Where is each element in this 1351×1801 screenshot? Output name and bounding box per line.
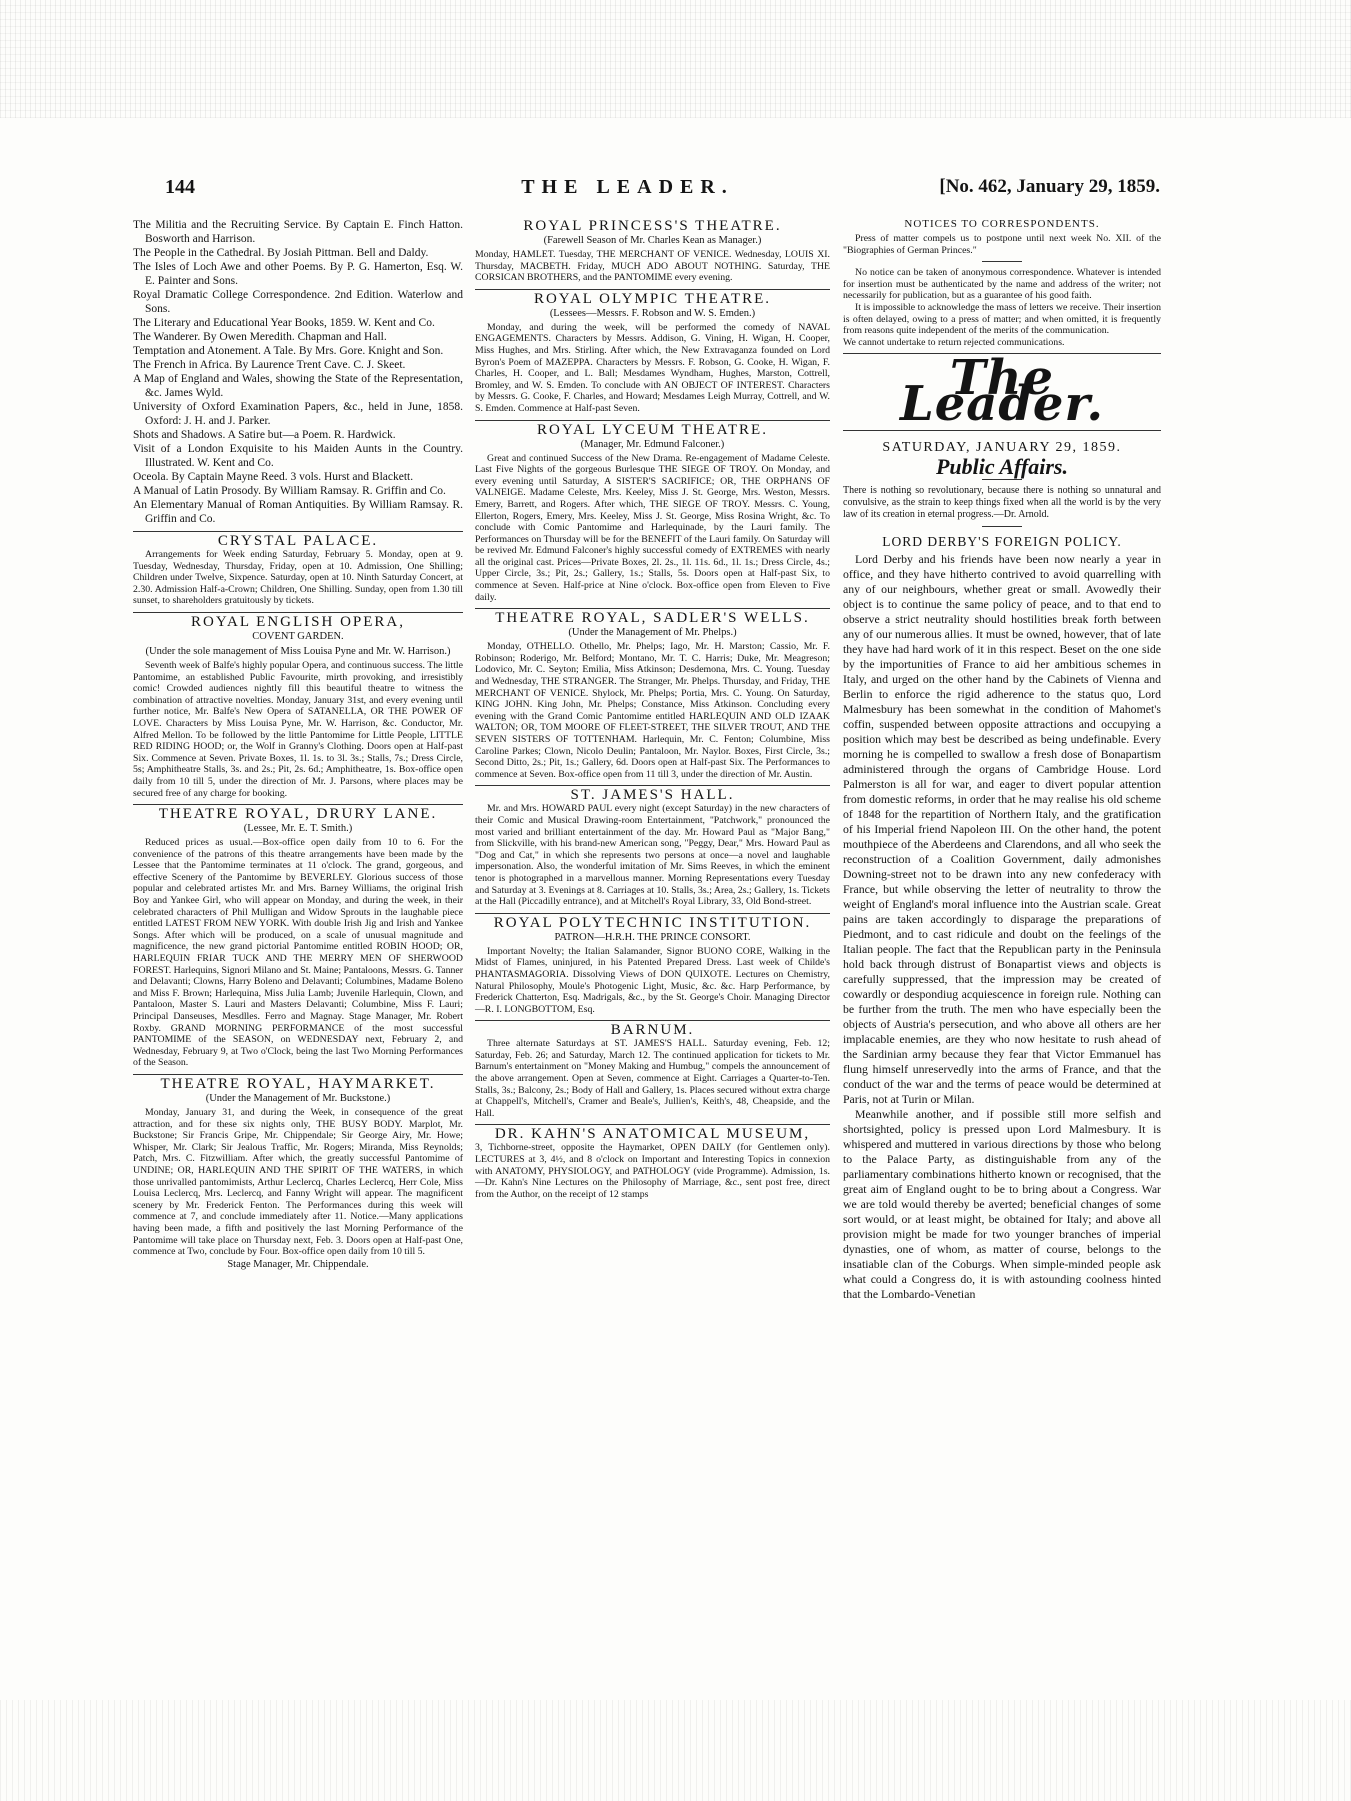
book-entry: An Elementary Manual of Roman Antiquities. By William Ramsay. R. Griffin and Co. [133, 499, 463, 525]
book-entry: Shots and Shadows. A Satire but—a Poem. R. Hardwick. [133, 429, 396, 441]
divider [982, 526, 1022, 527]
book-entry: Visit of a London Exquisite to his Maiden Aunts in the Country. Illustrated. W. Kent and Co. [133, 443, 463, 469]
books-received-list [133, 218, 463, 526]
ad-kahn-museum [475, 1128, 830, 1200]
ad-text: Monday, OTHELLO. Othello, Mr. Phelps; Iago, Mr. H. Marston; Cassio, Mr. F. Robinson; Roderigo, Mr. Belford; Montano, Mr. T. C. Harris; Duke, Mr. Meagreson; Lodovico, Mr. C. Seyton; Emilia, Miss Atkinson; Desdemona, Mrs. C. Young. Tuesday and Wednesday, THE STRANGER. The Stranger, Mr. Phelps. Thursday, and Friday, THE MERCHANT OF VENICE. Shylock, Mr. Phelps; Portia, Mrs. C. Young. On Saturday, KING JOHN. King John, Mr. Phelps; Constance, Miss Atkinson. Concluding every evening with the Grand Comic Pantomime entitled HARLEQUIN AND OLD IZAAK WALTON; OR, TOM MOORE OF FLEET-STREET, THE SILVER TROUT, AND THE SEVEN SISTERS OF TOTTENHAM. Harlequin, Mr. C. Fenton; Columbine, Miss Caroline Parkes; Clown, Nicolo Deulin; Pantaloon, Mr. Naylor. Boxes, First Circle, 3s.; Second Ditto, 2s.; Pit, 1s.; Gallery, 6d. Doors open at Half-past Six. The Performances to commence at Seven. Box-office open from 11 till 3, under the direction of Mr. Austin. [475, 641, 830, 780]
divider [475, 289, 830, 290]
divider [475, 1020, 830, 1021]
ad-text: Monday, and during the week, will be performed the comedy of NAVAL ENGAGEMENTS. Characters by Messrs. Addison, G. Vining, H. Wigan, H. Cooper, Miss Hughes, and Mrs. Stirling. After which, the New Extravaganza founded on Lord Byron's Poem of MAZEPPA. Characters by Messrs. F. Robson, G. Cooke, H. Wigan, F. Charles, H. Cooper, and L. Ball; Mesdames Wyndham, Hughes, Marston, Cottrell, Bromley, and W. S. Emden. To conclude with AN OBJECT OF INTEREST. Characters by Messrs. G. Cooke, F. Charles, and Howard; Mesdames Leigh Murray, Cottrell, and W. S. Emden. Commence at Half-past Seven. [475, 321, 830, 414]
ad-text: Mr. and Mrs. HOWARD PAUL every night (except Saturday) in the new characters of their Comic and Musical Drawing-room Entertainment, "Patchwork," pronounced the most varied and brilliant entertainment of the day. Mr. Howard Paul as "Major Bang," from Slickville, with his brand-new American song, "Peggy, Dear," Mrs. Howard Paul as "Dog and Cat," in which she represents two persons at once—a novel and laughable impersonation. Also, the wonderful imitation of Mr. Sims Reeves, in which the eminent tenor is photographed in a marvellous manner. Morning Representations every Tuesday and Saturday at 3. Evenings at 8. Carriages at 10. Stalls, 3s.; Area, 2s.; Gallery, 1s. Tickets at the Hall (Piccadilly entrance), and at Mitchell's Royal Library, 33, Old Bond-street. [475, 803, 830, 908]
ad-text: Important Novelty; the Italian Salamander, Signor BUONO CORE, Walking in the Midst of Flames, uninjured, in his Patented Prepared Dress. Last week of Childe's PHANTASMAGORIA. Dissolving Views of DON QUIXOTE. Lectures on Chemistry, Natural Philosophy, Moule's Photogenic Light, Music, &c. &c. Harp Performance, by Frederick Chatterton, Esq. Madrigals, &c., by the St. George's Choir. Managing Director—R. I. LONGBOTTOM, Esq. [475, 945, 830, 1015]
notices-heading: NOTICES TO CORRESPONDENTS. [904, 218, 1100, 230]
notice-text: No notice can be taken of anonymous correspondence. Whatever is intended for insertion must be authenticated by the name and address of the writer; not necessarily for publication, but as a guarantee of his good faith. [843, 267, 1161, 302]
divider [982, 261, 1022, 262]
section-title: Public Affairs. [935, 454, 1068, 480]
ad-subheading: (Lessee, Mr. E. T. Smith.) [243, 823, 353, 835]
notice-text: We cannot undertake to return rejected communications. [843, 336, 1065, 348]
ad-polytechnic [475, 914, 830, 1016]
ad-heading: DR. KAHN'S ANATOMICAL MUSEUM, [494, 1126, 811, 1143]
ad-subheading: (Under the sole management of Miss Louisa Pyne and Mr. W. Harrison.) [145, 645, 451, 657]
ad-royal-english-opera [133, 613, 463, 799]
divider [475, 608, 830, 609]
ad-subheading: COVENT GARDEN. [252, 630, 344, 642]
ad-text: Three alternate Saturdays at ST. JAMES'S HALL. Saturday evening, Feb. 12; Saturday, Feb. 26; and Saturday, March 12. The continued application for tickets to Mr. Barnum's entertainment on "Money Making and Humbug," compels the announcement of the above arrangement. Open at Seven, commence at Eight. Carriages a Quarter-to-Ten. Stalls, 3s.; Balcony, 2s.; Body of Hall and Gallery, 1s. Places secured without extra charge at Chappell's, Mitchell's, Cramer and Beale's, Jullien's, Keith's, 48, Cheapside, and the Hall. [475, 1038, 830, 1119]
ad-heading: THEATRE ROYAL, SADLER'S WELLS. [495, 610, 810, 627]
ad-haymarket [133, 1075, 463, 1271]
divider [133, 531, 463, 532]
ad-heading: BARNUM. [610, 1022, 695, 1039]
ad-lyceum-theatre [475, 421, 830, 604]
epigraph: There is nothing so revolutionary, because there is nothing so unnatural and convulsive, as the strain to keep things fixed when all the world is by the very law of its creation in eternal progress.—Dr. Arnold. [843, 485, 1161, 521]
book-entry: The French in Africa. By Laurence Trent Cave. C. J. Skeet. [133, 359, 406, 371]
page-number: 144 [165, 176, 195, 198]
ad-subheading: (Under the Management of Mr. Phelps.) [568, 627, 737, 639]
book-entry: The Literary and Educational Year Books, 1859. W. Kent and Co. [133, 317, 435, 329]
leader-logo [843, 350, 1161, 433]
dateline: SATURDAY, JANUARY 29, 1859. [882, 440, 1122, 456]
article-paragraph: Meanwhile another, and if possible still more selfish and shortsighted, policy is pressed upon Lord Malmesbury. It is whispered and muttered in various directions by those who belong to the Palace Party, as distinguishable from any of the parliamentary combinations hitherto known or recognised, that the great aim of England ought to be to bring about a Congress. War we are told would thereby be averted; beneficial changes of some sort would, or at least might, be obtained for Italy; and above all provision might be made for two younger branches of imperial dynasties, one of whom, as matter of course, belongs to the insatiable clan of the Coburgs. When simple-minded people ask what could a Congress do, it is with astounding coolness hinted that the Lombardo-Venetian [843, 1107, 1161, 1302]
scan-noise-bottom [0, 1700, 1351, 1801]
ad-heading: THEATRE ROYAL, DRURY LANE. [158, 806, 438, 823]
book-entry: Temptation and Atonement. A Tale. By Mrs. Gore. Knight and Son. [133, 345, 444, 357]
book-entry: Oceola. By Captain Mayne Reed. 3 vols. Hurst and Blackett. [133, 471, 414, 483]
newspaper-title: THE LEADER. [521, 176, 734, 198]
ad-heading: ROYAL ENGLISH OPERA, [190, 613, 406, 630]
scan-noise-top [0, 0, 1351, 118]
column-1 [133, 218, 463, 1273]
notice-text: It is impossible to acknowledge the mass of letters we receive. Their insertion is often delayed, owing to a press of matter; and when omitted, it is frequently from reasons quite independent of the merits of the communication. [843, 301, 1161, 337]
ad-heading: THEATRE ROYAL, HAYMARKET. [160, 1075, 436, 1092]
ad-heading: ROYAL LYCEUM THEATRE. [537, 421, 768, 438]
ad-text: Reduced prices as usual.—Box-office open daily from 10 to 6. For the convenience of the patrons of this theatre arrangements have been made by the Lessee that the Pantomime terminates at 11 o'clock. The grand, gorgeous, and effective Scenery of the Pantomime by BEVERLEY. Glorious success of those popular and celebrated artistes Mr. and Mrs. Barney Williams, the original Irish Boy and Yankee Girl, who will appear on Monday, and during the week, in their celebrated characters of Phil Mulligan and Widow Sprouts in the laughable piece entitled LATEST FROM NEW YORK. With double Irish Jig and Irish and Yankee Songs. After which will be produced, on a scale of unusual magnitude and magnificence, the new grand pictorial Pantomime entitled ROBIN HOOD; OR, HARLEQUIN FRIAR TUCK AND THE MERRY MEN OF SHERWOOD FOREST. Harlequins, Signori Milano and St. Maine; Pantaloons, Messrs. G. Tanner and Delavanti; Clowns, Harry Boleno and Delavanti; Columbines, Madame Boleno and Miss F. Brown; Harlequina, Miss Julia Lamb; Juvenile Harlequin, Clown, and Pantaloon, Master S. Lauri and Masters Delavanti; Columbine, Miss F. Lauri; Principal Danseuses, Mesdlles. Ferro and Magnay. Stage Manager, Mr. Robert Roxby. GRAND MORNING PERFORMANCE of the most successful PANTOMIME of the SEASON, on WEDNESDAY next, February 2, and Wednesday, February 9, at Two o'Clock, being the last Two Morning Performances of the Season. [133, 837, 463, 1069]
ad-text: Monday, January 31, and during the Week, in consequence of the great attraction, and for these six nights only, THE BUSY BODY. Marplot, Mr. Buckstone; Sir Francis Gripe, Mr. Chippendale; Sir George Airy, Mr. Howe; Whisper, Mr. Clark; Sir Jealous Traffic, Mr. Rogers; Miranda, Miss Reynolds; Patch, Mrs. C. Fitzwilliam. After which, the greatly successful Pantomime of UNDINE; OR, HARLEQUIN AND THE SPIRIT OF THE WATERS, in which those unrivalled pantomimists, Arthur Leclercq, Charles Leclercq, Herr Cole, Miss Louisa Leclercq, Mrs. Leclercq, and Fanny Wright will appear. The magnificent scenery by Mr. Frederick Fenton. The Performances during this week will commence at 7, and conclude immediately after 11. Notice.—Many applications having been made, a fifth and positively the last Morning Performance of the Pantomime will take place on Thursday next, Feb. 3. Doors open at Half-past One, commence at Two, conclude by Four. Box-office open daily from 10 till 5. [133, 1106, 463, 1258]
book-entry: The People in the Cathedral. By Josiah Pittman. Bell and Daldy. [133, 247, 429, 259]
ad-subheading: (Farewell Season of Mr. Charles Kean as Manager.) [543, 235, 762, 246]
divider [475, 913, 830, 914]
divider [475, 420, 830, 421]
column-3 [843, 218, 1161, 1302]
divider [475, 1124, 830, 1125]
ad-subheading: (Manager, Mr. Edmund Falconer.) [580, 438, 725, 450]
book-entry: A Manual of Latin Prosody. By William Ramsay. R. Griffin and Co. [133, 485, 446, 497]
ad-drury-lane [133, 808, 463, 1069]
notice-text: Press of matter compels us to postpone until next week No. XII. of the "Biographies of German Princes." [843, 233, 1161, 256]
article-paragraph: Lord Derby and his friends have been now nearly a year in office, and they have hitherto contrived to avoid quarrelling with any of our neighbours, whether great or small. Avowedly their object is to continue the same policy of peace, and to that end to observe a strict neutrality should hostilities break forth between any of our numerous allies. It must be owned, however, that of late they have had hard work of it in this respect. Beset on the one side by the importunities of France to aid her ambitious schemes in Italy, and urged on the other hand by the Cabinets of Vienna and Berlin to enforce the rigid adherence to the status quo, Lord Malmesbury has been somewhat in the condition of Mahomet's coffin, suspended between opposite attractions and occupying a position which may best be described as being undefinable. Every morning he is compelled to swallow a fresh dose of Bonapartism administered through the organs of Cambridge House. Lord Palmerston is all for war, and eager to divert popular attention from domestic reforms, in order that he may realise his old scheme of 1848 for the repartition of Northern Italy, and the gratification of his Imperial friend Napoleon III. On the other hand, the potent mouthpiece of the Aberdeens and Clarendons, and all who seek the reconstruction of a Coalition Government, daily admonishes Downing-street not to be drawn into any new confederacy with France, but while observing the letter of neutrality to throw the weight of England's moral influence into the Austrian scale. Great pains are taken accordingly to disparage the preparations of Piedmont, and to cast ridicule and doubt on the feelings of the Italian people. The fact that the Republican party in the Peninsula hold back through distrust of Bonapartist views and objects is carefully suppressed, that the impression may be created of cowardly or despondiug acquiescence in foreign rule. Nothing can be further from the truth. The men who have especially been the objects of Austria's persecution, and who above all others are her implacable enemies, are they who now hesitate to rush ahead of the Sardinian army because they fear that Victor Emmanuel has flung himself unreservedly into the arms of France, and that the conduct of the war and the terms of peace would be determined at Paris, not at Turin or Milan. [843, 552, 1161, 1107]
book-entry: The Militia and the Recruiting Service. By Captain E. Finch Hatton. Bosworth and Harrison. [133, 219, 463, 245]
book-entry: The Isles of Loch Awe and other Poems. By P. G. Hamerton, Esq. W. E. Painter and Sons. [133, 261, 463, 287]
ad-subheading: (Under the Management of Mr. Buckstone.) [205, 1092, 391, 1104]
book-entry: The Wanderer. By Owen Meredith. Chapman and Hall. [133, 331, 387, 343]
book-entry: A Map of England and Wales, showing the State of the Representation, &c. James Wyld. [133, 373, 463, 399]
ad-heading: ROYAL POLYTECHNIC INSTITUTION. [493, 914, 812, 931]
ad-text: 3, Tichborne-street, opposite the Haymarket, OPEN DAILY (for Gentlemen only). LECTURES at 3, 4½, and 8 o'clock on Important and Interesting Topics in connexion with ANATOMY, PHYSIOLOGY, and PATHOLOGY (vide Programme). Admission, 1s.—Dr. Kahn's Nine Lectures on the Philosophy of Marriage, &c., sent post free, direct from the Author, on the receipt of 12 stamps [475, 1142, 830, 1200]
book-entry: Royal Dramatic College Correspondence. 2nd Edition. Waterlow and Sons. [133, 289, 463, 315]
divider [133, 612, 463, 613]
divider [133, 1074, 463, 1075]
ad-olympic-theatre [475, 290, 830, 415]
ad-subheading: (Lessees—Messrs. F. Robson and W. S. Emden.) [549, 307, 756, 319]
divider [133, 804, 463, 805]
ad-crystal-palace [133, 535, 463, 607]
ad-heading: ST. JAMES'S HALL. [570, 787, 735, 804]
ad-subheading: PATRON—H.R.H. THE PRINCE CONSORT. [554, 931, 751, 943]
masthead [95, 176, 1160, 210]
issue-info: [No. 462, January 29, 1859. [939, 176, 1160, 197]
ad-princess-theatre [475, 220, 830, 284]
ad-text: Seventh week of Balfe's highly popular Opera, and continuous success. The little Pantomime, an established Public Favourite, mirth provoking, and irresistibly comic! Crowded audiences nightly fill this beautiful theatre to witness the combination of attractive novelties. Monday, January 31st, and every evening until further notice, Mr. Balfe's New Opera of SATANELLA, OR THE POWER OF LOVE. Characters by Miss Louisa Pyne, Mr. W. Harrison, &c. Conductor, Mr. Alfred Mellon. To be followed by the little Pantomime for Little People, LITTLE RED RIDING HOOD; or, the Wolf in Granny's Clothing. Doors open at Half-past Six. Commence at Seven. Private Boxes, 1l. 1s. to 3l. 3s.; Stalls, 7s.; Dress Circle, 5s; Amphitheatre Stalls, 3s. and 2s.; Pit, 2s. 6d.; Amphitheatre, 1s. Box-office open daily from 10 till 5, under the direction of Mr. J. Parsons, where places may be secured free of any charge for booking. [133, 659, 463, 799]
ad-heading: ROYAL OLYMPIC THEATRE. [533, 290, 772, 307]
ad-barnum [475, 1024, 830, 1119]
ad-text: Monday, HAMLET. Tuesday, THE MERCHANT OF VENICE. Wednesday, LOUIS XI. Thursday, MACBETH. Friday, MUCH ADO ABOUT NOTHING. Saturday, THE CORSICAN BROTHERS, and the PANTOMIME every evening. [475, 249, 830, 284]
ad-footer: Stage Manager, Mr. Chippendale. [227, 1258, 369, 1270]
book-entry: University of Oxford Examination Papers, &c., held in June, 1858. Oxford: J. H. and J. Parker. [133, 401, 463, 427]
divider [982, 479, 1022, 480]
ad-sadlers-wells [475, 612, 830, 780]
ad-text: Great and continued Success of the New Drama. Re-engagement of Madame Celeste. Last Five Nights of the gorgeous Burlesque THE SIEGE OF TROY. On Monday, and every evening until Saturday, A SISTER'S SACRIFICE; OR, THE ORPHANS OF VALNEIGE. Madame Celeste, Mrs. Keeley, Miss J. St. George, Mrs. Weston, Messrs. Emery, Barrett, and Rogers. After which, THE SIEGE OF TROY. Messrs. C. Young, Ellerton, Rogers, Emery, Mrs. Keeley, Miss J. St. George, Miss Rosina Wright, &c. To conclude with Comic Pantomime and Harlequinade, by the Lauri family. The Performances on Thursday will be for the BENEFIT of the Lauri family. On Saturday will be revived Mr. Edmund Falconer's highly successful comedy of EXTREMES with nearly all the original cast. Prices—Private Boxes, 2l. 2s., 1l. 11s. 6d., 1l. 1s.; Dress Circle, 4s.; Upper Circle, 3s.; Pit, 2s.; Gallery, 1s.; Stalls, 5s. Doors open at Half-past Six, to commence at Seven. Half-price at Nine o'clock. Box-office open from Eleven to Five daily. [475, 452, 830, 603]
logo-text: The Leader. [899, 350, 1105, 433]
ad-heading: ROYAL PRINCESS'S THEATRE. [523, 218, 782, 234]
ad-st-james-hall [475, 789, 830, 907]
divider [475, 785, 830, 786]
ad-text: Arrangements for Week ending Saturday, February 5. Monday, open at 9. Tuesday, Wednesday, Thursday, Friday, open at 10. Admission, One Shilling; Children under Twelve, Sixpence. Saturday, open at 10. Ninth Saturday Concert, at 2.30. Admission Half-a-Crown; Children, One Shilling. Sunday, open from 1.30 till sunset, to shareholders gratuitously by tickets. [133, 549, 463, 607]
column-2 [475, 218, 830, 1200]
article-heading: LORD DERBY'S FOREIGN POLICY. [882, 534, 1122, 550]
ad-heading: CRYSTAL PALACE. [217, 533, 379, 549]
